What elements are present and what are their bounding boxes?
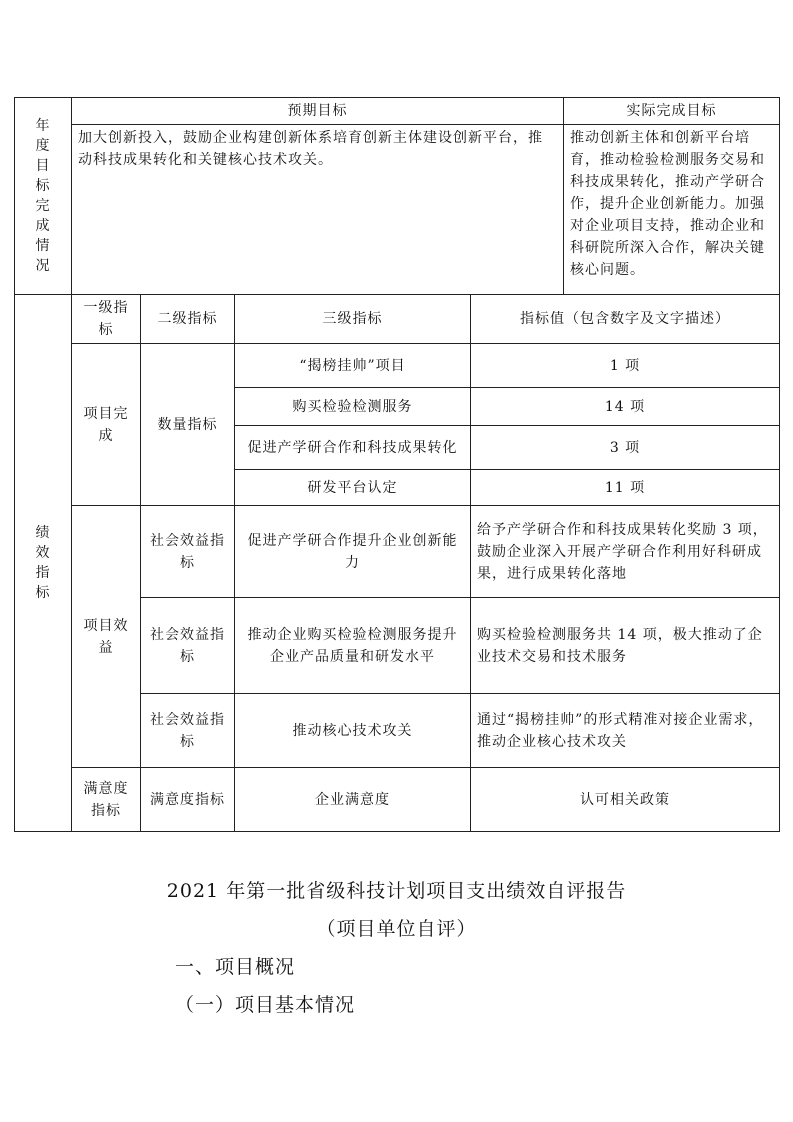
completion-level2: 数量指标 xyxy=(141,344,235,506)
value-header: 指标值（包含数字及文字描述） xyxy=(471,295,780,344)
table-row-level3: 促进产学研合作和科技成果转化 xyxy=(235,426,471,470)
table-row-value: 14 项 xyxy=(471,388,780,426)
table-row-level3: 促进产学研合作提升企业创新能力 xyxy=(235,506,471,598)
table-row-level3: “揭榜挂帅”项目 xyxy=(235,344,471,388)
report-subtitle: （项目单位自评） xyxy=(316,918,477,940)
satisfaction-level3: 企业满意度 xyxy=(235,768,471,832)
table-row-level2: 社会效益指标 xyxy=(141,598,235,694)
section-heading: 一、项目概况 xyxy=(175,956,296,978)
report-title: 2021 年第一批省级科技计划项目支出绩效自评报告 xyxy=(166,880,627,902)
completion-level1: 项目完成 xyxy=(72,344,141,506)
satisfaction-level1: 满意度指标 xyxy=(72,768,141,832)
metrics-row-label: 绩效指标 xyxy=(15,295,72,832)
table-row-value: 1 项 xyxy=(471,344,780,388)
performance-table xyxy=(14,97,780,832)
table-row-level2: 社会效益指标 xyxy=(141,694,235,768)
level1-header: 一级指标 xyxy=(72,295,141,344)
actual-goal-text: 推动创新主体和创新平台培育，推动检验检测服务交易和科技成果转化，推动产学研合作，提升企业创新能力。加强对企业项目支持，推动企业和科研院所深入合作，解决关键核心问题。 xyxy=(564,125,780,295)
level3-header: 三级指标 xyxy=(235,295,471,344)
actual-goal-header: 实际完成目标 xyxy=(564,98,780,125)
table-row-value: 购买检验检测服务共 14 项，极大推动了企业技术交易和技术服务 xyxy=(471,598,780,694)
expected-goal-header: 预期目标 xyxy=(72,98,564,125)
subsection-heading: （一）项目基本情况 xyxy=(175,994,356,1016)
table-row-value: 3 项 xyxy=(471,426,780,470)
level2-header: 二级指标 xyxy=(141,295,235,344)
satisfaction-level2: 满意度指标 xyxy=(141,768,235,832)
table-row-level2: 社会效益指标 xyxy=(141,506,235,598)
table-row-level3: 推动核心技术攻关 xyxy=(235,694,471,768)
benefit-level1: 项目效益 xyxy=(72,506,141,768)
table-row-value: 11 项 xyxy=(471,470,780,506)
expected-goal-text: 加大创新投入，鼓励企业构建创新体系培育创新主体建设创新平台，推动科技成果转化和关键核心技术攻关。 xyxy=(72,125,564,295)
table-row-level3: 购买检验检测服务 xyxy=(235,388,471,426)
satisfaction-value: 认可相关政策 xyxy=(471,768,780,832)
table-row-level3: 推动企业购买检验检测服务提升企业产品质量和研发水平 xyxy=(235,598,471,694)
annual-goal-row-label: 年度目标完成情况 xyxy=(15,98,72,295)
table-row-value: 通过“揭榜挂帅”的形式精准对接企业需求，推动企业核心技术攻关 xyxy=(471,694,780,768)
table-row-level3: 研发平台认定 xyxy=(235,470,471,506)
table-row-value: 给予产学研合作和科技成果转化奖励 3 项，鼓励企业深入开展产学研合作利用好科研成果，进行成果转化落地 xyxy=(471,506,780,598)
